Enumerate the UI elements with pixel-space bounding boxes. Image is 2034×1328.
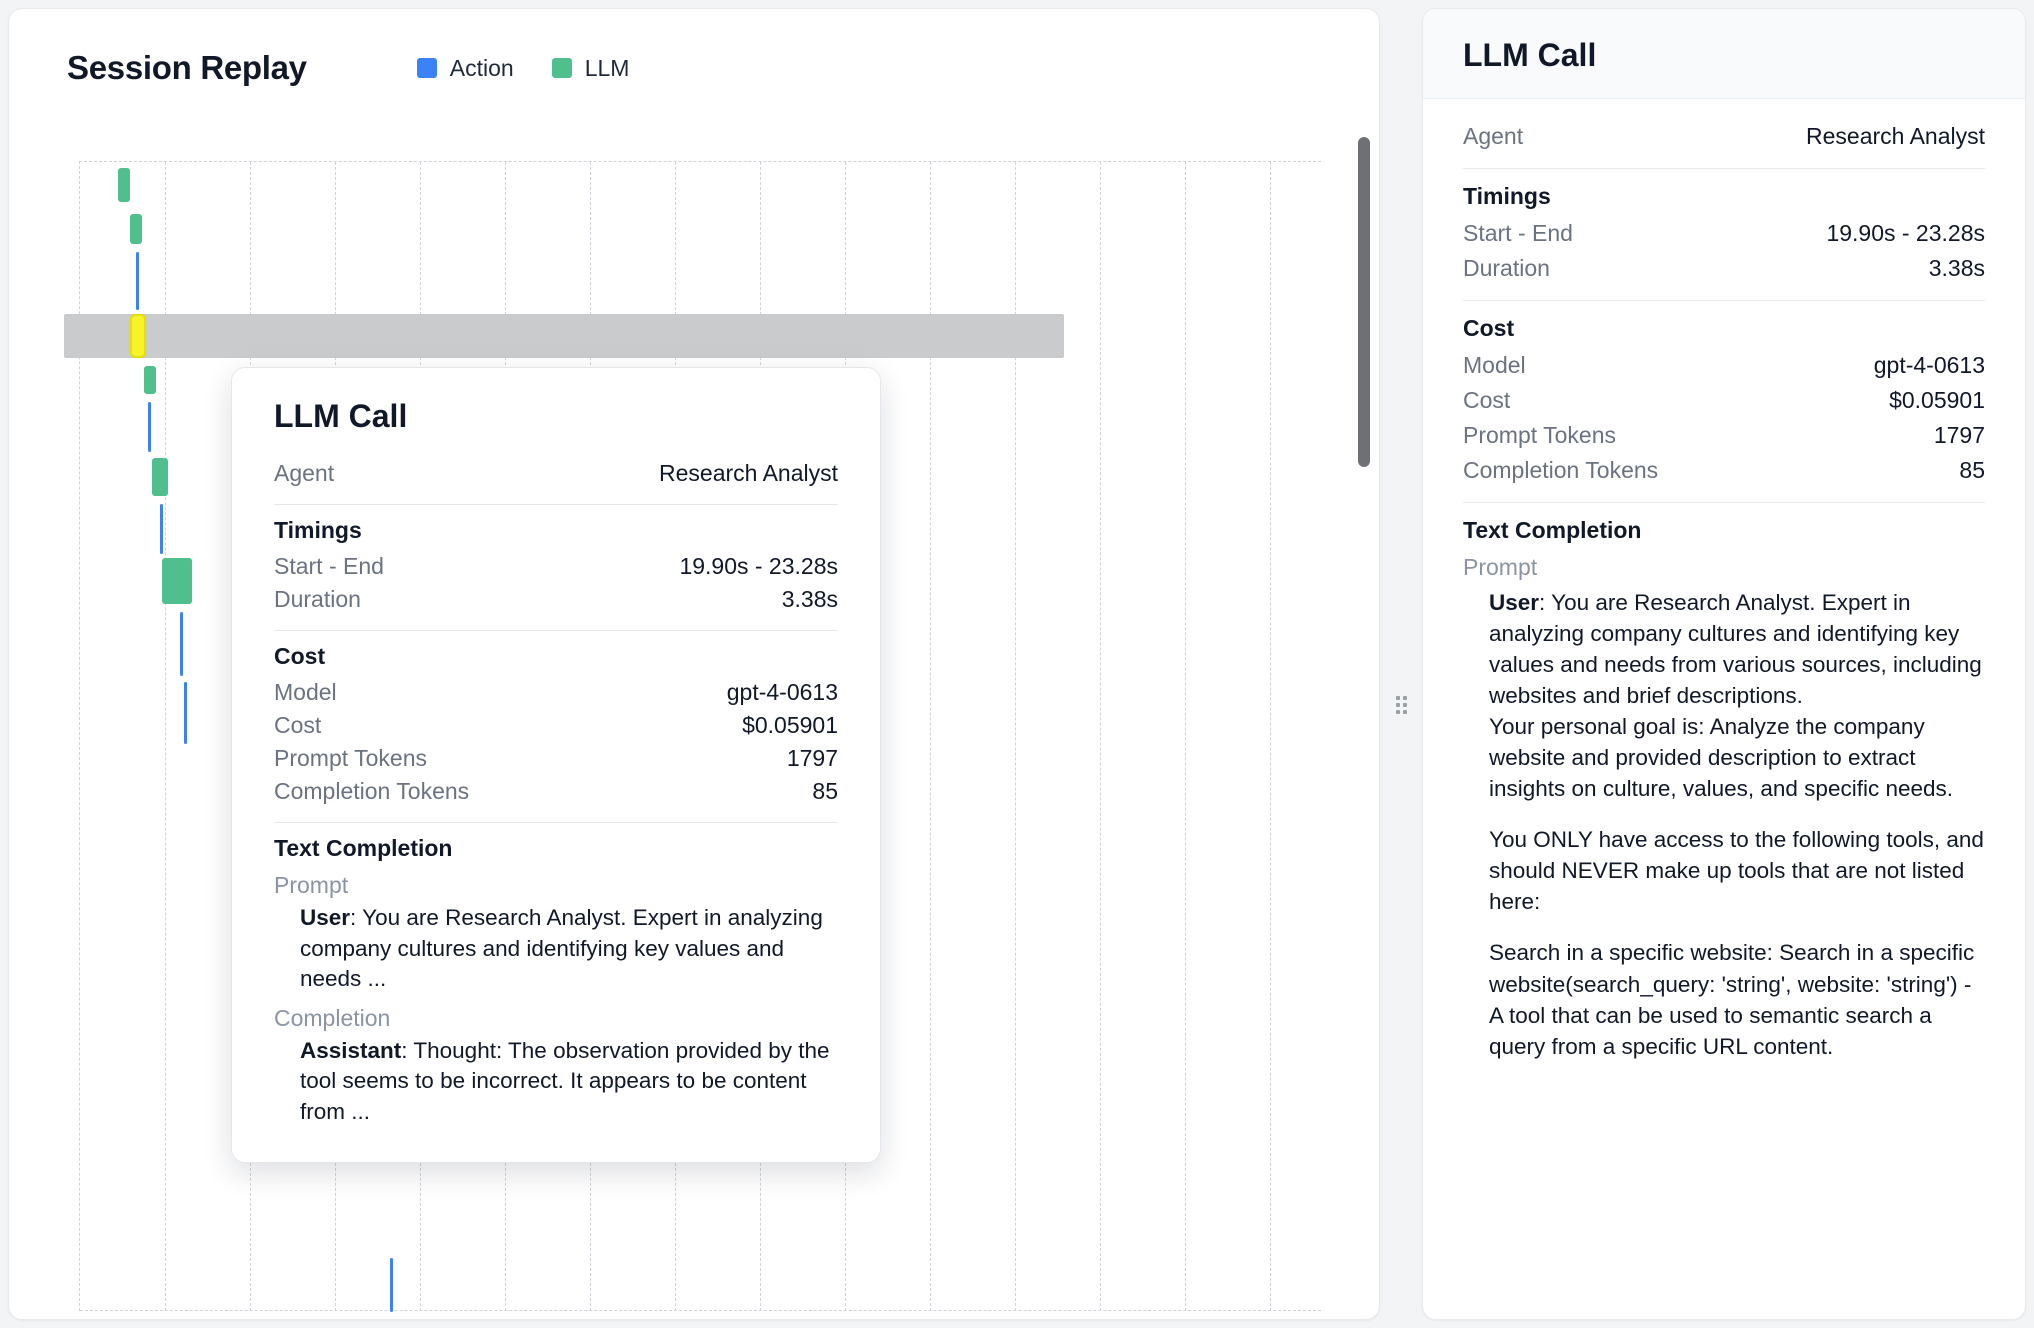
- row-key: Model: [1463, 352, 1526, 378]
- tooltip-row: [274, 550, 838, 583]
- legend-label-llm: LLM: [584, 54, 630, 81]
- tooltip-row: [274, 775, 838, 808]
- timeline-span-llm[interactable]: [130, 214, 142, 244]
- row-key: Completion Tokens: [274, 778, 470, 804]
- timeline-span-action[interactable]: [180, 612, 183, 676]
- tooltip-row: [274, 709, 838, 742]
- timeline-span-selected[interactable]: [132, 316, 144, 356]
- prompt-body-1: : You are Research Analyst. Expert in analyzing company cultures and identifying key values and needs from various sources, including websites and brief descriptions.: [1489, 590, 1982, 709]
- timeline-span-action[interactable]: [148, 402, 151, 452]
- llm-call-details-panel: [1422, 8, 2026, 1320]
- row-key: Completion Tokens: [1463, 457, 1659, 483]
- gridline-vertical: [1270, 162, 1271, 1311]
- panel-resize-handle[interactable]: [1394, 694, 1408, 716]
- details-agent-value: Research Analyst: [1806, 123, 1985, 149]
- row-value: 19.90s - 23.28s: [1826, 220, 1985, 246]
- row-value: 1797: [786, 745, 838, 771]
- timeline-span-action[interactable]: [136, 252, 139, 310]
- row-value: 85: [812, 778, 838, 804]
- row-key: Prompt Tokens: [274, 745, 427, 771]
- details-body: [1423, 99, 2025, 1062]
- timeline-group-bar[interactable]: [64, 314, 1064, 358]
- square-swatch-icon: [552, 58, 572, 78]
- divider: [1463, 300, 1985, 301]
- details-row: [1463, 348, 1985, 383]
- panel-scrollbar-thumb[interactable]: [1358, 137, 1370, 467]
- details-row: [1463, 251, 1985, 286]
- details-timings-title: Timings: [1463, 183, 1551, 209]
- tooltip-completion-label: Completion: [274, 1004, 391, 1031]
- details-row: [1463, 216, 1985, 251]
- row-key: Duration: [274, 586, 361, 612]
- gridline-vertical: [1185, 162, 1186, 1311]
- timeline-span-llm[interactable]: [144, 366, 156, 394]
- square-swatch-icon: [417, 58, 437, 78]
- row-value: $0.05901: [1889, 387, 1985, 413]
- completion-role: Assistant: [300, 1037, 402, 1063]
- timeline-span-action[interactable]: [390, 1258, 393, 1312]
- row-value: gpt-4-0613: [1873, 352, 1985, 378]
- row-key: Cost: [274, 712, 322, 738]
- tooltip-row: [274, 676, 838, 709]
- handle-dot: [1396, 696, 1400, 700]
- row-value: gpt-4-0613: [726, 679, 838, 705]
- tooltip-completion-text: [274, 1036, 838, 1128]
- handle-dot: [1403, 710, 1407, 714]
- prompt-paragraph: You ONLY have access to the following tools, and should NEVER make up tools that are not listed here:: [1489, 827, 1984, 915]
- row-key: Cost: [1463, 387, 1511, 413]
- row-value: 85: [1959, 457, 1985, 483]
- divider: [274, 822, 838, 823]
- row-key: Start - End: [1463, 220, 1573, 246]
- tooltip-cost-title: Cost: [274, 643, 326, 669]
- legend-item-action: [417, 55, 514, 82]
- tooltip-timings-title: Timings: [274, 517, 362, 543]
- timeline-span-action[interactable]: [160, 504, 163, 554]
- details-header: [1423, 9, 2025, 99]
- tooltip-completion-title: Text Completion: [274, 835, 453, 861]
- handle-dot: [1396, 703, 1400, 707]
- tooltip-agent-value: Research Analyst: [659, 460, 838, 486]
- tooltip-agent-row: [274, 457, 838, 490]
- row-value: 1797: [1933, 422, 1985, 448]
- row-value: 3.38s: [781, 586, 838, 612]
- timeline-span-llm[interactable]: [152, 458, 168, 496]
- tooltip-title: LLM Call: [274, 398, 408, 434]
- tooltip-prompt-label: Prompt: [274, 872, 349, 898]
- page-title: Session Replay: [67, 49, 307, 86]
- legend: [417, 55, 630, 82]
- details-row: [1463, 453, 1985, 488]
- row-key: Start - End: [274, 553, 384, 579]
- row-key: Prompt Tokens: [1463, 422, 1616, 448]
- tooltip-row: [274, 742, 838, 775]
- details-prompt-label: Prompt: [1463, 554, 1538, 580]
- details-completion-title: Text Completion: [1463, 517, 1642, 543]
- divider: [1463, 168, 1985, 169]
- row-value: 19.90s - 23.28s: [679, 553, 838, 579]
- details-row: [1463, 418, 1985, 453]
- timeline-span-llm[interactable]: [118, 168, 130, 202]
- prompt-body: : You are Research Analyst. Expert in analyzing company cultures and identifying key values and needs ...: [300, 905, 823, 992]
- handle-dot: [1396, 710, 1400, 714]
- session-replay-header: [9, 9, 1379, 87]
- row-value: 3.38s: [1928, 255, 1985, 281]
- prompt-paragraph: Search in a specific website: Search in a specific website(search_query: 'string', website: 'string') - A tool that can be used to semantic search a query from a specific URL content.: [1489, 940, 1975, 1059]
- legend-label-action: Action: [449, 54, 514, 81]
- prompt-role: User: [1489, 590, 1540, 615]
- details-row: [1463, 383, 1985, 418]
- legend-item-llm: [552, 55, 630, 82]
- divider: [274, 630, 838, 631]
- timeline-span-action[interactable]: [184, 682, 187, 744]
- divider: [274, 504, 838, 505]
- tooltip-row: [274, 583, 838, 616]
- details-cost-title: Cost: [1463, 315, 1515, 341]
- handle-dot: [1403, 703, 1407, 707]
- row-key: Model: [274, 679, 337, 705]
- handle-dot: [1403, 696, 1407, 700]
- session-replay-panel: [8, 8, 1380, 1320]
- prompt-body-1b: Your personal goal is: Analyze the company website and provided description to extract insights on culture, values, and specific needs.: [1489, 714, 1954, 802]
- gridline-vertical: [1100, 162, 1101, 1311]
- tooltip-prompt-text: [274, 903, 838, 995]
- prompt-paragraph: [1489, 587, 1985, 804]
- details-prompt-text: [1463, 587, 1985, 1062]
- tooltip-agent-label: Agent: [274, 460, 335, 486]
- details-title: LLM Call: [1463, 37, 1597, 73]
- divider: [1463, 502, 1985, 503]
- llm-call-tooltip: [231, 367, 881, 1163]
- prompt-role: User: [300, 905, 351, 930]
- details-agent-label: Agent: [1463, 123, 1524, 149]
- timeline-span-llm[interactable]: [162, 558, 192, 604]
- row-key: Duration: [1463, 255, 1550, 281]
- gridline-horizontal: [80, 1310, 1321, 1311]
- row-value: $0.05901: [742, 712, 838, 738]
- completion-body: : Thought: The observation provided by the tool seems to be incorrect. It appears to be content from ...: [300, 1037, 830, 1124]
- details-agent-row: [1463, 119, 1985, 154]
